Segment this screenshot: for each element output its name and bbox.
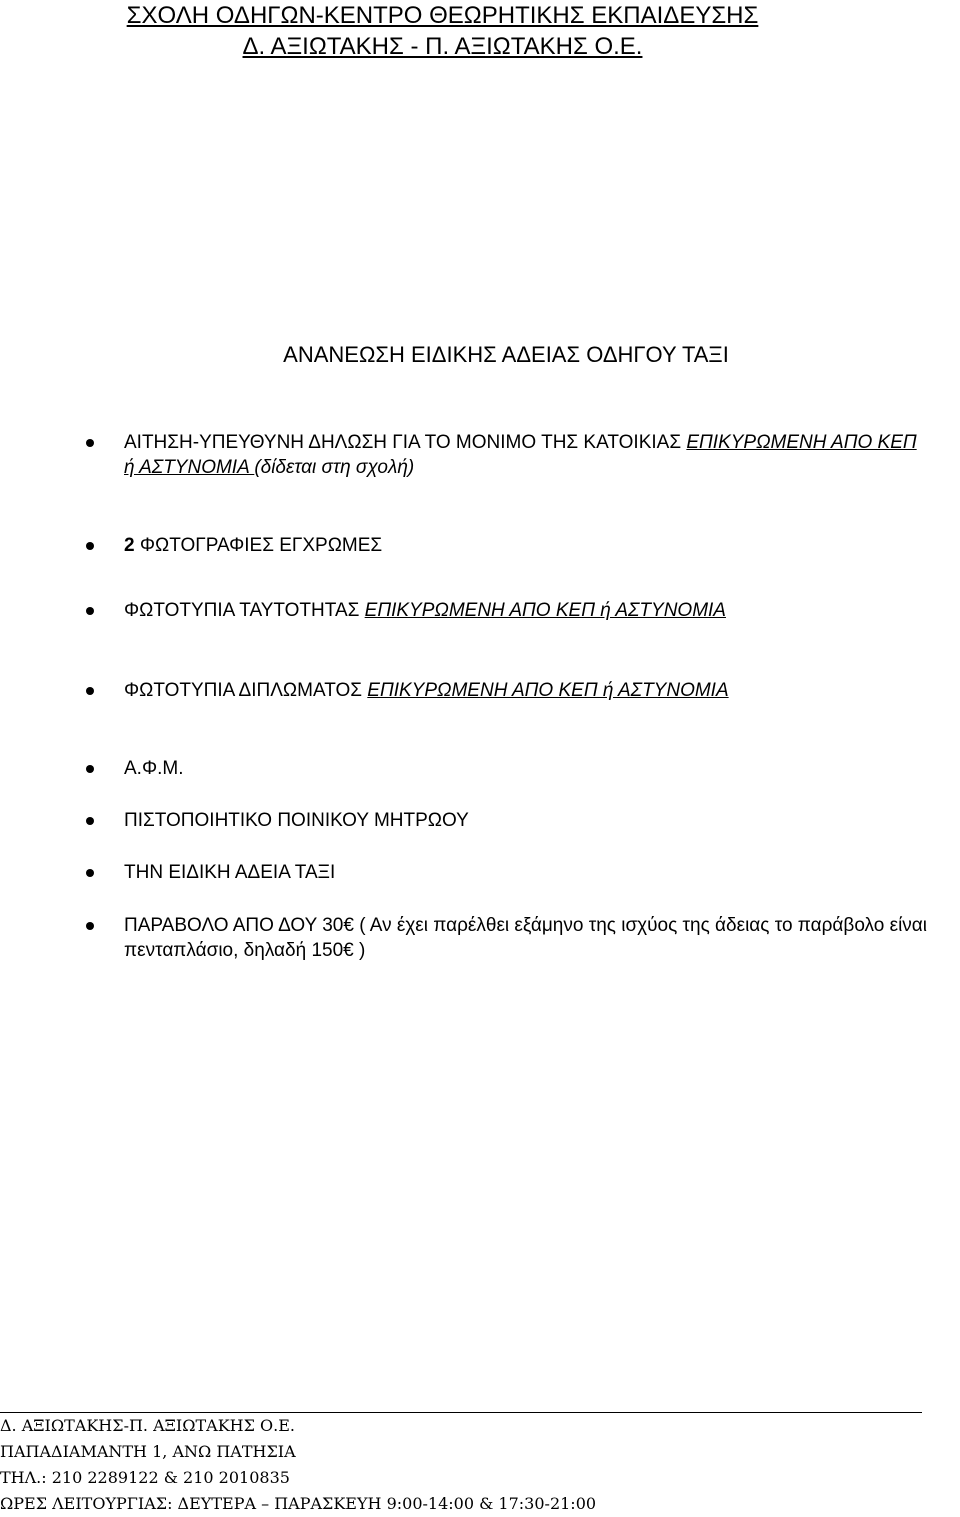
requirement-text: Α.Φ.Μ. (124, 758, 184, 779)
requirement-text: ΤΗΝ ΕΙΔΙΚΗ ΑΔΕΙΑ ΤΑΞΙ (124, 862, 336, 883)
requirement-count: 2 (124, 535, 135, 556)
footer-phone: ΤΗΛ.: 210 2289122 & 210 2010835 (0, 1468, 290, 1487)
requirement-note: (δίδεται στη σχολή) (254, 457, 415, 478)
footer (0, 1413, 596, 1517)
requirement-text: ΠΑΡΑΒΟΛΟ ΑΠΟ ΔΟΥ 30€ ( Αν έχει παρέλθει εξάμηνο της ισχύος της άδειας το παράβολο είναι πενταπλάσιο, δηλαδή 150€ ) (124, 915, 928, 961)
requirement-text (124, 430, 930, 480)
document-title: ΑΝΑΝΕΩΣΗ ΕΙΔΙΚΗΣ ΑΔΕΙΑΣ ΟΔΗΓΟΥ ΤΑΞΙ (283, 342, 729, 367)
bullet-icon (86, 687, 94, 695)
bullet-icon (86, 542, 94, 550)
requirement-emphasis: ΕΠΙΚΥΡΩΜΕΝΗ ΑΠΟ ΚΕΠ ή ΑΣΤΥΝΟΜΙΑ (124, 432, 917, 478)
footer-hours: ΩΡΕΣ ΛΕΙΤΟΥΡΓΙΑΣ: ΔΕΥΤΕΡΑ – ΠΑΡΑΣΚΕΥΗ 9:00-14:00 & 17:30-21:00 (0, 1494, 597, 1513)
requirement-plain: ΦΩΤΟΤΥΠΙΑ ΤΑΥΤΟΤΗΤΑΣ (124, 600, 365, 621)
requirement-emphasis: ΕΠΙΚΥΡΩΜΕΝΗ ΑΠΟ ΚΕΠ ή ΑΣΤΥΝΟΜΙΑ (364, 600, 726, 621)
requirement-text (124, 678, 930, 703)
requirement-text: ΠΙΣΤΟΠΟΙΗΤΙΚΟ ΠΟΙΝΙΚΟΥ ΜΗΤΡΩΟΥ (124, 810, 469, 831)
company-name: Δ. ΑΞΙΩΤΑΚΗΣ - Π. ΑΞΙΩΤΑΚΗΣ Ο.Ε. (242, 33, 643, 60)
requirement-text (124, 533, 930, 558)
school-name: ΣΧΟΛΗ ΟΔΗΓΩΝ-ΚΕΝΤΡΟ ΘΕΩΡΗΤΙΚΗΣ ΕΚΠΑΙΔΕΥΣΗΣ (126, 2, 759, 29)
bullet-icon (86, 765, 94, 773)
bullet-icon (86, 869, 94, 877)
school-header (0, 0, 885, 62)
footer-company: Δ. ΑΞΙΩΤΑΚΗΣ-Π. ΑΞΙΩΤΑΚΗΣ Ο.Ε. (0, 1416, 295, 1435)
bullet-icon (86, 817, 94, 825)
requirement-plain: ΑΙΤΗΣΗ-ΥΠΕΥΘΥΝΗ ΔΗΛΩΣΗ ΓΙΑ ΤΟ ΜΟΝΙΜΟ ΤΗΣ ΚΑΤΟΙΚΙΑΣ (124, 432, 687, 453)
requirement-text (124, 598, 930, 623)
requirement-plain: ΦΩΤΟΓΡΑΦΙΕΣ ΕΓΧΡΩΜΕΣ (134, 535, 383, 556)
bullet-icon (86, 922, 94, 930)
requirement-emphasis: ΕΠΙΚΥΡΩΜΕΝΗ ΑΠΟ ΚΕΠ ή ΑΣΤΥΝΟΜΙΑ (367, 680, 729, 701)
bullet-icon (86, 439, 94, 447)
bullet-icon (86, 607, 94, 615)
footer-address: ΠΑΠΑΔΙΑΜΑΝΤΗ 1, ΑΝΩ ΠΑΤΗΣΙΑ (0, 1442, 296, 1461)
requirement-plain: ΦΩΤΟΤΥΠΙΑ ΔΙΠΛΩΜΑΤΟΣ (124, 680, 368, 701)
